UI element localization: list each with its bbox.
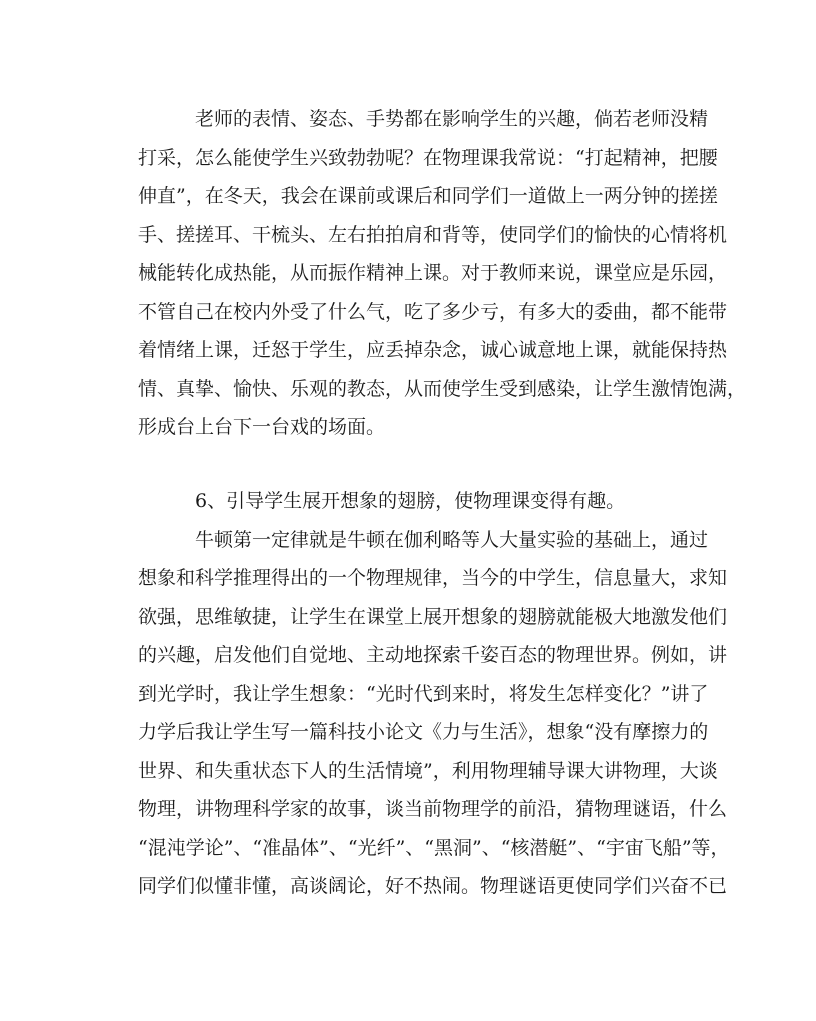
text-line: 欲强，思维敏捷，让学生在课堂上展开想象的翅膀就能极大地激发他们 — [138, 605, 728, 628]
text-line: 想象和科学推理得出的一个物理规律，当今的中学生，信息量大，求知 — [138, 567, 728, 589]
paragraph-teacher-demeanor — [138, 100, 747, 447]
text-line: 老师的表情、姿态、手势都在影响学生的兴趣，倘若老师没精 — [195, 108, 709, 130]
text-line: 力学后我让学生写一篇科技小论文《力与生活》，想象“没有摩擦力的 — [138, 721, 709, 743]
text-line: 着情绪上课，迁怒于学生，应丢掉杂念，诚心诚意地上课，就能保持热 — [138, 339, 728, 361]
section-heading: 6、引导学生展开想象的翅膀，使物理课变得有趣。 — [195, 490, 626, 512]
text-line: 手、搓搓耳、干梳头、左右拍拍肩和背等，使同学们的愉快的心情将机 — [138, 223, 728, 246]
text-line: 世界、和失重状态下人的生活情境”，利用物理辅导课大讲物理，大谈 — [138, 759, 718, 782]
text-line: 械能转化成热能，从而振作精神上课。对于教师来说，课堂应是乐园， — [138, 262, 728, 284]
text-line: 伸直”，在冬天，我会在课前或课后和同学们一道做上一两分钟的搓搓 — [138, 185, 718, 207]
section-imagination — [138, 482, 730, 906]
text-line: 形成台上台下一台戏的场面。 — [138, 416, 386, 438]
text-line: 情、真挚、愉快、乐观的教态，从而使学生受到感染，让学生激情饱满， — [138, 377, 747, 400]
text-line: 同学们似懂非懂，高谈阔论，好不热闹。物理谜语更使同学们兴奋不已 — [138, 875, 728, 897]
text-line: 物理，讲物理科学家的故事，谈当前物理学的前沿，猜物理谜语，什么 — [138, 798, 728, 820]
text-line: 牛顿第一定律就是牛顿在伽利略等人大量实验的基础上，通过 — [195, 528, 709, 551]
text-line: 打采，怎么能使学生兴致勃勃呢？在物理课我常说：“打起精神，把腰 — [138, 146, 718, 169]
text-line: 不管自己在校内外受了什么气，吃了多少亏，有多大的委曲，都不能带 — [138, 300, 728, 323]
text-line: 的兴趣，启发他们自觉地、主动地探索千姿百态的物理世界。例如，讲 — [138, 644, 728, 666]
text-line: 到光学时，我让学生想象：“光时代到来时，将发生怎样变化？”讲了 — [138, 682, 709, 705]
text-line: “混沌学论”、“准晶体”、“光纤”、“黑洞”、“核潜艇”、“宇宙飞船”等， — [138, 836, 730, 859]
